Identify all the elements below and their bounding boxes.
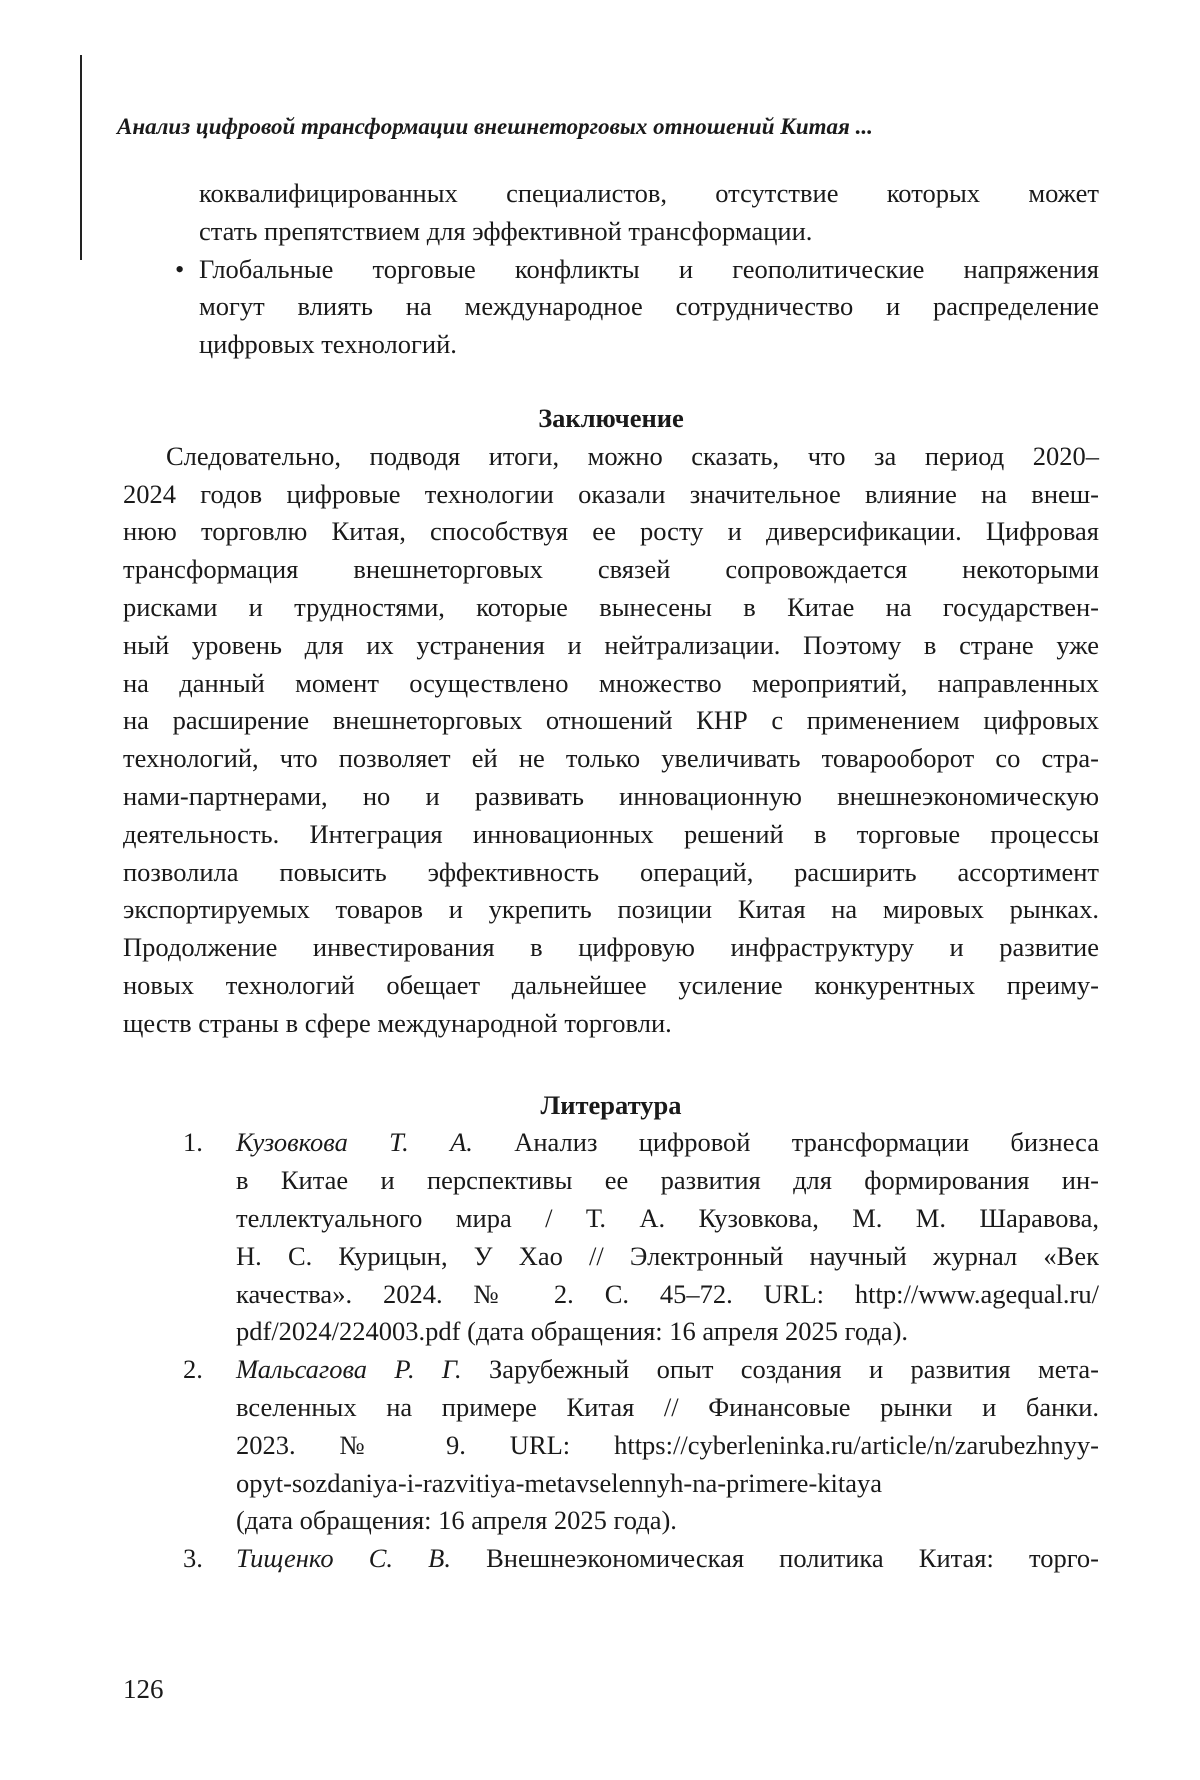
text-line: opyt-sozdaniya-i-razvitiya-metavselennyh-na-primere-kitaya (236, 1465, 1099, 1503)
text-line: коквалифицированных специалистов, отсутствие которых может (199, 175, 1099, 213)
reference-authors: Мальсагова Р. Г. (236, 1354, 462, 1384)
text-line: pdf/2024/224003.pdf (дата обращения: 16 апреля 2025 года). (236, 1313, 1099, 1351)
text-line: цифровых технологий. (199, 326, 1099, 364)
text-line: на расширение внешнеторговых отношений КНР с применением цифровых (123, 702, 1099, 740)
text-line: могут влиять на международное сотрудничество и распределение (199, 288, 1099, 326)
text-line: ный уровень для их устранения и нейтрализации. Поэтому в стране уже (123, 627, 1099, 665)
text-line: деятельность. Интеграция инновационных решений в торговые процессы (123, 816, 1099, 854)
text-line: теллектуального мира / Т. А. Кузовкова, М. М. Шаравова, (236, 1200, 1099, 1238)
text-line: (дата обращения: 16 апреля 2025 года). (236, 1502, 1099, 1540)
page-body (123, 175, 1099, 1578)
text-line: ществ страны в сфере международной торговли. (123, 1005, 1099, 1043)
text-line: Продолжение инвестирования в цифровую инфраструктуру и развитие (123, 929, 1099, 967)
text-line: Следовательно, подводя итоги, можно сказать, что за период 2020– (123, 438, 1099, 476)
reference-list (123, 1124, 1099, 1578)
bullet-continuation (123, 175, 1099, 251)
text-line: качества». 2024. № 2. С. 45–72. URL: http://www.agequal.ru/ (236, 1276, 1099, 1314)
reference-text: Зарубежный опыт создания и развития мета- (489, 1354, 1099, 1384)
bullet-item (123, 251, 1099, 364)
text-line: Н. С. Курицын, У Хао // Электронный научный журнал «Век (236, 1238, 1099, 1276)
text-line: экспортируемых товаров и укрепить позиции Китая на мировых рынках. (123, 891, 1099, 929)
text-line: на данный момент осуществлено множество мероприятий, направленных (123, 665, 1099, 703)
text-line: в Китае и перспективы ее развития для формирования ин- (236, 1162, 1099, 1200)
reference-item (123, 1124, 1099, 1351)
reference-number: 2. (183, 1351, 203, 1389)
running-head: Анализ цифровой трансформации внешнеторговых отношений Китая ... (117, 112, 1107, 142)
conclusion-heading: Заключение (123, 400, 1099, 438)
reference-authors: Тищенко С. В. (236, 1543, 451, 1573)
text-line: трансформация внешнеторговых связей сопровождается некоторыми (123, 551, 1099, 589)
bullet-marker: • (175, 251, 184, 289)
text-line: технологий, что позволяет ей не только увеличивать товарооборот со стра- (123, 740, 1099, 778)
text-line: нюю торговлю Китая, способствуя ее росту и диверсификации. Цифровая (123, 513, 1099, 551)
reference-authors: Кузовкова Т. А. (236, 1127, 473, 1157)
text-line: новых технологий обещает дальнейшее усиление конкурентных преиму- (123, 967, 1099, 1005)
reference-text: Внешнеэкономическая политика Китая: торго- (486, 1543, 1099, 1573)
page-number: 126 (123, 1672, 164, 1706)
text-line: позволила повысить эффективность операций, расширить ассортимент (123, 854, 1099, 892)
margin-rule (80, 55, 82, 260)
text-line: стать препятствием для эффективной трансформации. (199, 213, 1099, 251)
conclusion-paragraph (123, 438, 1099, 1043)
reference-number: 3. (183, 1540, 203, 1578)
reference-item (123, 1540, 1099, 1578)
text-line: 2023. № 9. URL: https://cyberleninka.ru/article/n/zarubezhnyy- (236, 1427, 1099, 1465)
text-line (236, 1540, 1099, 1578)
reference-item (123, 1351, 1099, 1540)
text-line (236, 1124, 1099, 1162)
text-line: 2024 годов цифровые технологии оказали значительное влияние на внеш- (123, 476, 1099, 514)
literature-heading: Литература (123, 1087, 1099, 1125)
text-line: вселенных на примере Китая // Финансовые рынки и банки. (236, 1389, 1099, 1427)
text-line: рисками и трудностями, которые вынесены в Китае на государствен- (123, 589, 1099, 627)
reference-number: 1. (183, 1124, 203, 1162)
text-line (236, 1351, 1099, 1389)
reference-text: Анализ цифровой трансформации бизнеса (514, 1127, 1099, 1157)
text-line: нами-партнерами, но и развивать инновационную внешнеэкономическую (123, 778, 1099, 816)
text-line: Глобальные торговые конфликты и геополитические напряжения (199, 251, 1099, 289)
